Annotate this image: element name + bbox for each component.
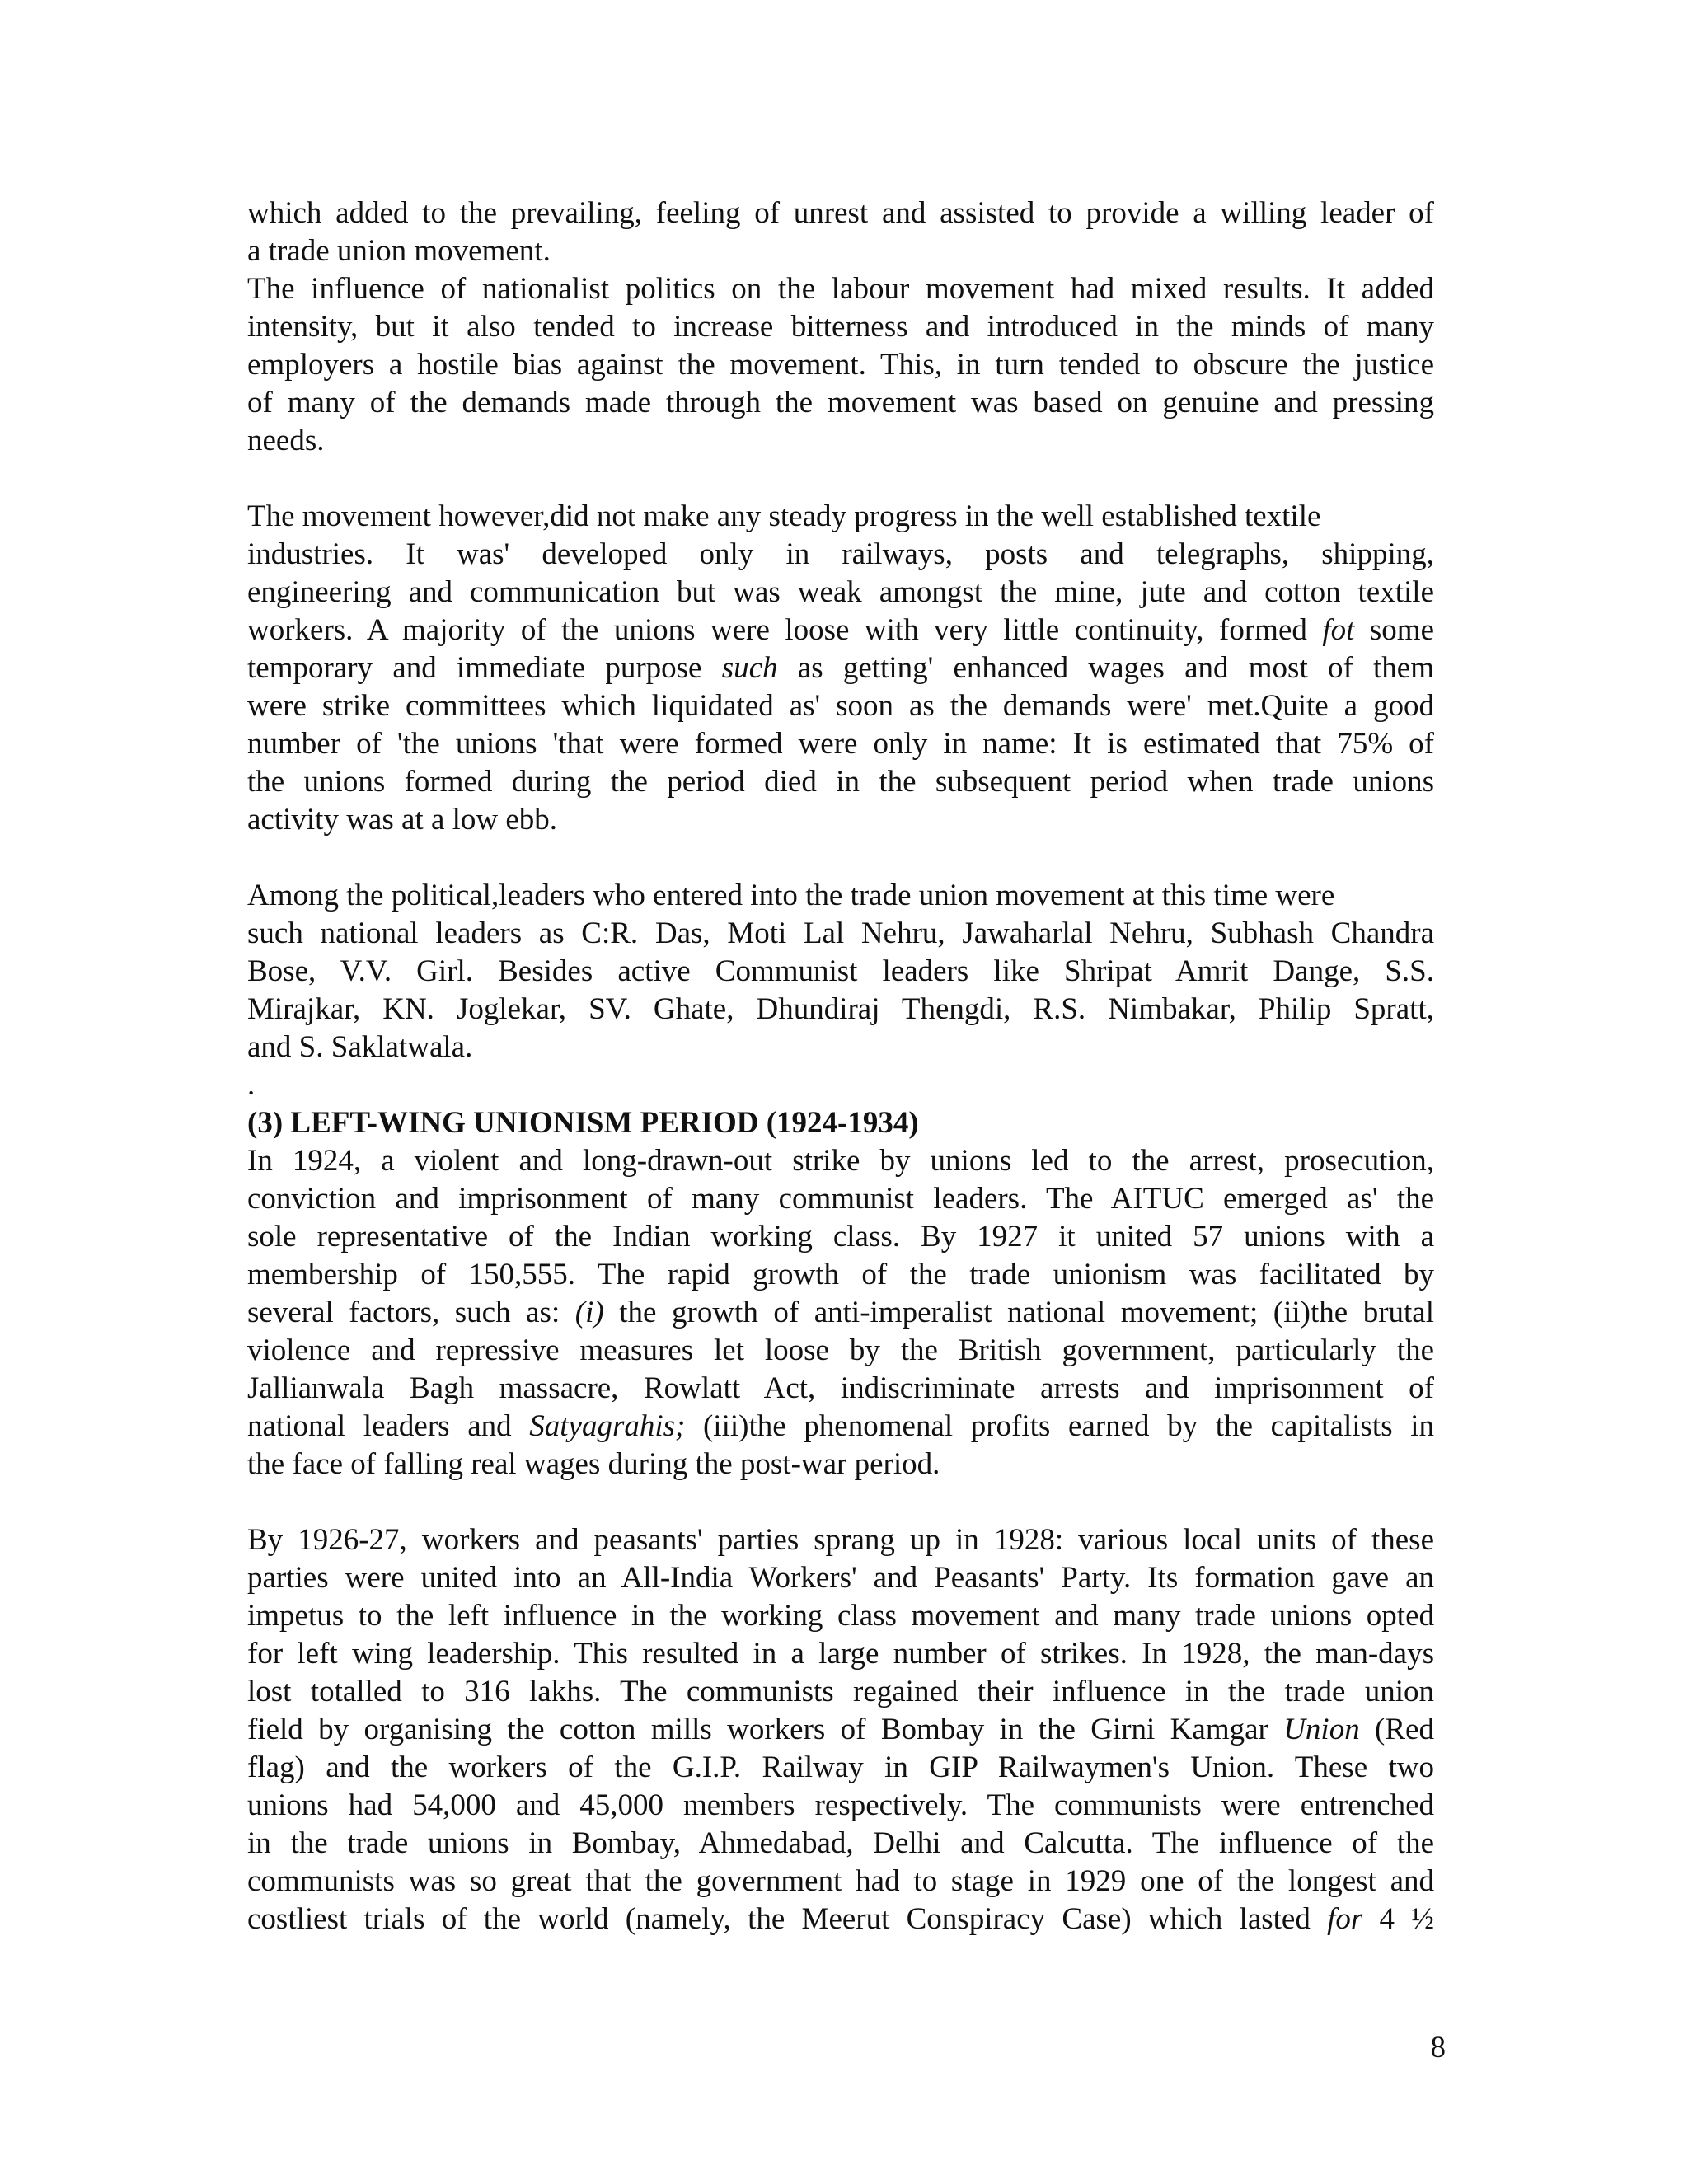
text-line: The movement however,did not make any steady progress in the well established textile	[247, 499, 1321, 533]
text-line: employers a hostile bias against the movement. This, in turn tended to obscure the justice	[247, 348, 1434, 382]
text-line: the unions formed during the period died in the subsequent period when trade unions	[247, 765, 1434, 799]
page-number: 8	[1430, 2031, 1446, 2064]
text-line: intensity, but it also tended to increase bitterness and introduced in the minds of many	[247, 310, 1434, 344]
paragraph-1	[247, 194, 1434, 460]
italic-text: for	[1327, 1902, 1363, 1936]
text-line: impetus to the left influence in the working class movement and many trade unions opted	[247, 1599, 1434, 1633]
text-line: needs.	[247, 424, 325, 457]
text-line	[247, 1711, 1434, 1749]
text-segment: workers. A majority of the unions were loose with very little continuity, formed	[247, 613, 1323, 647]
text-line: communists was so great that the government had to stage in 1929 one of the longest and	[247, 1864, 1434, 1898]
text-line: conviction and imprisonment of many communist leaders. The AITUC emerged as' the	[247, 1182, 1434, 1216]
text-line	[247, 612, 1434, 649]
text-line: for left wing leadership. This resulted in a large number of strikes. In 1928, the man-days	[247, 1637, 1434, 1671]
text-line: such national leaders as C:R. Das, Moti Lal Nehru, Jawaharlal Nehru, Subhash Chandra	[247, 916, 1434, 950]
text-line: industries. It was' developed only in railways, posts and telegraphs, shipping,	[247, 537, 1434, 571]
text-line: In 1924, a violent and long-drawn-out strike by unions led to the arrest, prosecution,	[247, 1144, 1434, 1178]
paragraph-spacer	[247, 839, 1434, 877]
text-line: membership of 150,555. The rapid growth of the trade unionism was facilitated by	[247, 1258, 1434, 1291]
section-paragraph-2	[247, 1521, 1434, 1938]
page-body	[247, 194, 1434, 1938]
text-line	[247, 1900, 1434, 1938]
text-segment: as getting' enhanced wages and most of them	[777, 651, 1434, 685]
text-line: By 1926-27, workers and peasants' parties sprang up in 1928: various local units of these	[247, 1523, 1434, 1557]
text-segment: the growth of anti-imperalist national movement; (ii)the brutal	[603, 1296, 1435, 1329]
text-line: Among the political,leaders who entered into the trade union movement at this time were	[247, 879, 1335, 912]
text-segment: (Red	[1359, 1713, 1434, 1746]
text-segment: costliest trials of the world (namely, the Meerut Conspiracy Case) which lasted	[247, 1902, 1328, 1936]
text-line: .	[247, 1068, 256, 1102]
text-line: The influence of nationalist politics on the labour movement had mixed results. It added	[247, 272, 1434, 306]
text-line: lost totalled to 316 lakhs. The communists regained their influence in the trade union	[247, 1675, 1434, 1708]
paragraph-spacer	[247, 460, 1434, 498]
text-line: the face of falling real wages during the post-war period.	[247, 1447, 940, 1481]
text-line: were strike committees which liquidated as' soon as the demands were' met.Quite a good	[247, 689, 1434, 723]
text-segment: field by organising the cotton mills workers of Bombay in the Girni Kamgar	[247, 1713, 1284, 1746]
paragraph-3	[247, 877, 1434, 1104]
text-line: sole representative of the Indian working class. By 1927 it united 57 unions with a	[247, 1220, 1434, 1254]
text-line	[247, 1294, 1434, 1332]
text-line: of many of the demands made through the movement was based on genuine and pressing	[247, 386, 1434, 419]
section-heading: (3) LEFT-WING UNIONISM PERIOD (1924-1934)	[247, 1106, 919, 1140]
text-segment: (iii)the phenomenal profits earned by the capitalists in	[685, 1409, 1434, 1443]
text-segment: 4 ½	[1362, 1902, 1435, 1936]
italic-text: Satyagrahis;	[529, 1409, 686, 1443]
text-line	[247, 1408, 1434, 1446]
italic-text: Union	[1283, 1713, 1360, 1746]
text-line: which added to the prevailing, feeling of unrest and assisted to provide a willing leader of	[247, 196, 1434, 230]
section-paragraph-1	[247, 1142, 1434, 1483]
text-line: Jallianwala Bagh massacre, Rowlatt Act, indiscriminate arrests and imprisonment of	[247, 1371, 1434, 1405]
text-segment: temporary and immediate purpose	[247, 651, 722, 685]
text-line: Mirajkar, KN. Joglekar, SV. Ghate, Dhundiraj Thengdi, R.S. Nimbakar, Philip Spratt,	[247, 992, 1434, 1026]
text-line: violence and repressive measures let loose by the British government, particularly the	[247, 1333, 1434, 1367]
paragraph-spacer	[247, 1483, 1434, 1521]
text-line: and S. Saklatwala.	[247, 1030, 473, 1064]
text-line: Bose, V.V. Girl. Besides active Communist leaders like Shripat Amrit Dange, S.S.	[247, 954, 1434, 988]
text-line: in the trade unions in Bombay, Ahmedabad, Delhi and Calcutta. The influence of the	[247, 1826, 1434, 1860]
text-line	[247, 649, 1434, 687]
paragraph-2	[247, 498, 1434, 839]
text-segment: several factors, such as:	[247, 1296, 575, 1329]
text-line: parties were united into an All-India Workers' and Peasants' Party. Its formation gave an	[247, 1561, 1434, 1595]
text-line: flag) and the workers of the G.I.P. Railway in GIP Railwaymen's Union. These two	[247, 1750, 1434, 1784]
italic-text: (i)	[574, 1296, 604, 1329]
italic-text: such	[721, 651, 778, 685]
text-line: number of 'the unions 'that were formed were only in name: It is estimated that 75% of	[247, 727, 1434, 761]
italic-text: fot	[1322, 613, 1355, 647]
text-line: activity was at a low ebb.	[247, 803, 558, 837]
text-line: unions had 54,000 and 45,000 members respectively. The communists were entrenched	[247, 1788, 1434, 1822]
text-line: a trade union movement.	[247, 234, 551, 268]
text-segment: some	[1354, 613, 1434, 647]
text-line: engineering and communication but was weak amongst the mine, jute and cotton textile	[247, 575, 1434, 609]
text-segment: national leaders and	[247, 1409, 530, 1443]
